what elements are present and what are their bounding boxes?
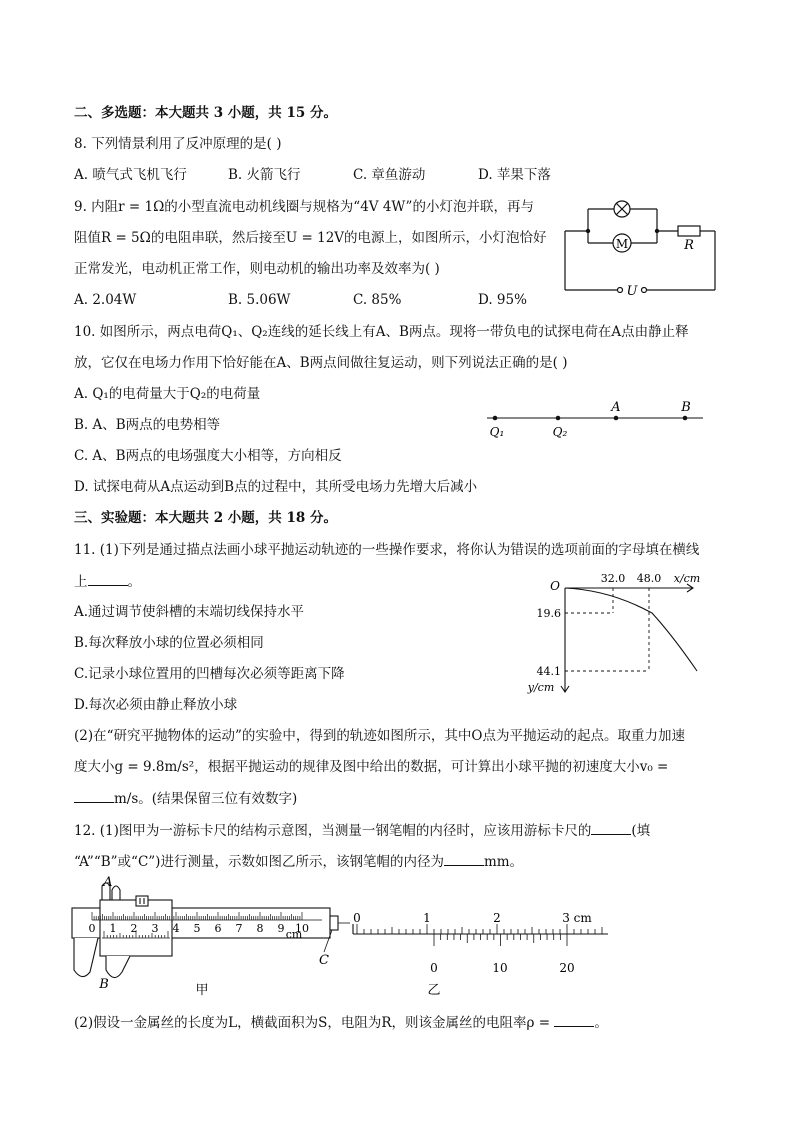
question-11-part2-line-2: 度大小g = 9.8m/s²，根据平抛运动的规律及图中给出的数据，可计算出小球平抛的初速度大小v₀ = [74,759,669,775]
question-8-option-c: C. 章鱼游动 [353,167,426,183]
question-9-option-a: A. 2.04W [74,292,137,308]
question-10-line-1: 10. 如图所示，两点电荷Q₁、Q₂连线的延长线上有A、B两点。现将一带负电的试探电荷在A点由静止释 [74,324,689,340]
question-12-prefix-2: “A”“B”或“C”)进行测量，示数如图乙所示，该钢笔帽的内径为 [74,854,444,870]
question-9-line-2: 阻值R = 5Ω的电阻串联，然后接至U = 12V的电源上，如图所示，小灯泡恰好 [74,230,547,246]
caliper-scale-number: 10 [295,922,309,935]
question-12-prefix-1: 12. (1)图甲为一游标卡尺的结构示意图，当测量一钢笔帽的内径时，应该用游标卡尺的 [74,823,592,839]
reading-main-1: 1 [423,911,431,925]
x-axis-label: x/cm [673,572,701,585]
caliper-scale-number: 3 [151,922,159,935]
question-11-suffix: 。 [127,574,141,590]
y-tick-19-6: 19.6 [536,607,561,620]
x-tick-32: 32.0 [600,572,626,585]
resistor-symbol [678,226,700,236]
question-8-option-a: A. 喷气式飞机飞行 [74,167,187,183]
point-b-label: B [681,400,691,415]
question-9-option-b: B. 5.06W [228,292,291,308]
question-12-part2 [74,1013,608,1032]
caliper-scale-number: 5 [193,922,201,935]
resistor-label: R [684,238,694,253]
question-9-option-c: C. 85% [353,292,402,308]
y-tick-44-1: 44.1 [536,665,561,678]
reading-vernier-20: 20 [559,961,575,975]
question-11-option-b: B.每次释放小球的位置必须相同 [74,635,264,651]
reading-caption: 乙 [427,983,441,998]
question-10-option-b: B. A、B两点的电势相等 [74,417,221,433]
caliper-caption: 甲 [195,983,209,998]
caliper-unit-label: cm [285,928,303,941]
caliper-scale-number: 1 [109,922,117,935]
question-11-part2-line-3 [74,789,297,808]
question-11-line-2 [74,572,141,591]
answer-blank-12-1[interactable] [591,821,631,835]
reading-main-0: 0 [353,911,361,925]
question-11-option-c: C.记录小球位置用的凹槽每次必须等距离下降 [74,666,345,682]
question-8-option-d: D. 苹果下落 [478,167,551,183]
vernier-reading-figure [350,906,610,998]
caliper-scale-number: 9 [277,922,285,935]
reading-vernier-0: 0 [430,961,438,975]
question-12-line-1 [74,821,650,840]
reading-vernier-10: 10 [492,961,508,975]
question-9-option-d: D. 95% [478,292,527,308]
trajectory-graph [515,568,715,698]
question-12-suffix-2: mm。 [483,854,524,870]
question-8-stem: 8. 下列情景利用了反冲原理的是( ) [74,136,282,152]
question-12-line-2 [74,852,523,871]
caliper-label-a: A [103,875,113,890]
question-12-part2-prefix: (2)假设一金属丝的长度为L，横截面积为S，电阻为R，则该金属丝的电阻率ρ = [74,1015,551,1031]
trajectory-curve [565,588,697,671]
answer-blank-11-1[interactable] [88,572,128,586]
caliper-scale-number: 7 [235,922,243,935]
point-a-label: A [611,400,621,415]
question-9-line-1: 9. 内阻r = 1Ω的小型直流电动机线圈与规格为“4V 4W”的小灯泡并联，再与 [74,199,534,215]
charge-q2-label: Q₂ [552,425,568,439]
charges-diagram [485,398,710,443]
question-12-suffix-1: (填 [631,823,651,839]
reading-main-2: 2 [493,911,501,925]
question-11-option-d: D.每次必须由静止释放小球 [74,697,238,713]
question-10-option-c: C. A、B两点的电场强度大小相等，方向相反 [74,448,342,464]
origin-label: O [550,579,560,593]
question-8-option-b: B. 火箭飞行 [228,167,301,183]
question-11-part2-suffix: m/s。(结果保留三位有效数字) [114,791,298,807]
question-10-option-d: D. 试探电荷从A点运动到B点的过程中，其所受电场力先增大后减小 [74,479,478,495]
source-label: U [626,284,638,299]
answer-blank-11-2[interactable] [74,789,114,803]
caliper-scale-number: 6 [214,922,222,935]
question-11-option-a: A.通过调节使斜槽的末端切线保持水平 [74,604,305,620]
caliper-label-b: B [99,977,109,992]
question-10-option-a: A. Q₁的电荷量大于Q₂的电荷量 [74,386,261,402]
motor-label: M [615,237,629,251]
question-12-part2-suffix: 。 [594,1015,608,1031]
question-11-prefix: 上 [74,574,88,590]
section-header-multiple-choice: 二、多选题：本大题共 3 小题，共 15 分。 [74,105,337,121]
question-11-line-1: 11. (1)下列是通过描点法画小球平抛运动轨迹的一些操作要求，将你认为错误的选项前面的字母填在横线 [74,542,700,558]
x-tick-48: 48.0 [636,572,662,585]
answer-blank-12-3[interactable] [554,1013,594,1027]
section-header-experiment: 三、实验题：本大题共 2 小题，共 18 分。 [74,510,337,526]
y-axis-label: y/cm [527,681,555,694]
caliper-label-c: C [319,953,329,968]
question-9-line-3: 正常发光，电动机正常工作，则电动机的输出功率及效率为( ) [74,261,440,277]
question-10-line-2: 放，它仅在电场力作用下恰好能在A、B两点间做往复运动，则下列说法正确的是( ) [74,355,568,371]
charge-q1-label: Q₁ [489,425,505,439]
caliper-scale-number: 8 [256,922,264,935]
question-11-part2-line-1: (2)在“研究平抛物体的运动”的实验中，得到的轨迹如图所示，其中O点为平抛运动的起点。取重力加速 [74,728,685,744]
reading-main-3: 3 cm [562,911,592,925]
caliper-scale-number: 0 [88,922,96,935]
vernier-caliper-figure [62,872,352,1000]
caliper-scale-number: 4 [172,922,180,935]
caliper-scale-number: 2 [130,922,138,935]
answer-blank-12-2[interactable] [444,852,484,866]
circuit-diagram [560,195,725,300]
